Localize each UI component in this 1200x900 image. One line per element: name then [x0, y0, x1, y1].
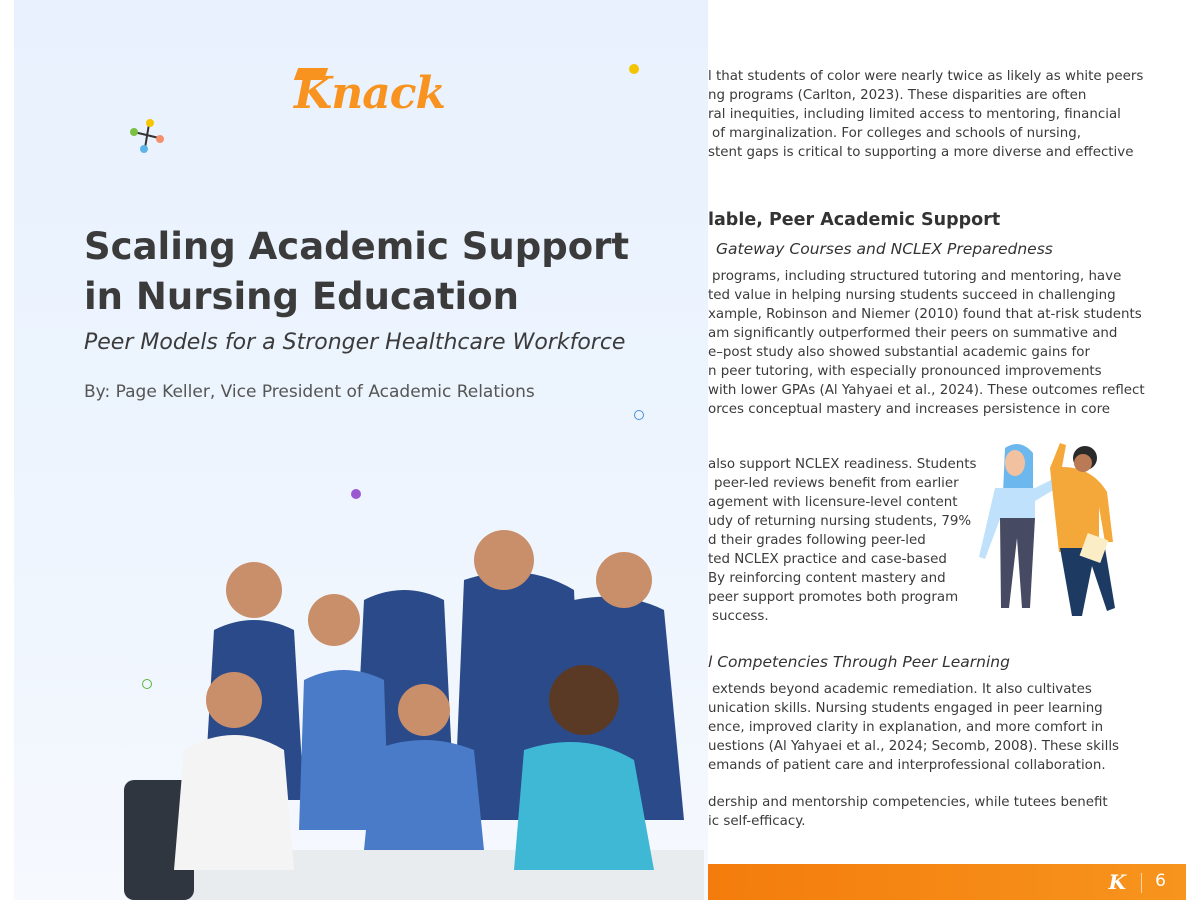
body-text-line: n peer tutoring, with especially pronounced improvements — [708, 364, 1102, 379]
byline: By: Page Keller, Vice President of Academic Relations — [84, 382, 535, 402]
decor-dot — [634, 410, 644, 420]
body-text-line: ral inequities, including limited access to mentoring, financial — [708, 107, 1121, 122]
body-text-line: stent gaps is critical to supporting a more diverse and effective — [708, 145, 1134, 160]
body-text-line: ted value in helping nursing students succeed in challenging — [708, 288, 1116, 303]
body-text-line: ic self-efficacy. — [708, 814, 806, 829]
body-text-line: programs, including structured tutoring and mentoring, have — [712, 269, 1122, 284]
page-number: 6 — [1155, 871, 1166, 891]
sparkle-icon — [129, 118, 169, 158]
section-subheading: Gateway Courses and NCLEX Preparedness — [716, 240, 1053, 258]
body-text-line: emands of patient care and interprofessional collaboration. — [708, 758, 1106, 773]
page-title: Scaling Academic Support in Nursing Education — [84, 225, 630, 318]
body-text-line: orces conceptual mastery and increases persistence in core — [708, 402, 1111, 417]
body-text-line: agement with licensure-level content — [708, 495, 958, 510]
body-text-line: d their grades following peer-led — [708, 533, 926, 548]
body-text-line: am significantly outperformed their peers on summative and — [708, 326, 1118, 341]
divider — [1141, 873, 1142, 893]
body-text-line: By reinforcing content mastery and — [708, 571, 946, 586]
body-text-line: ted NCLEX practice and case-based — [708, 552, 947, 567]
section-heading: lable, Peer Academic Support — [708, 210, 1001, 230]
nursing-students-photo — [104, 520, 708, 900]
body-text-line: success. — [712, 609, 769, 624]
body-text-line: peer support promotes both program — [708, 590, 959, 605]
section-subheading: l Competencies Through Peer Learning — [708, 653, 1010, 671]
body-text-line: peer-led reviews benefit from earlier — [714, 476, 959, 491]
body-text-line: xample, Robinson and Niemer (2010) found that at-risk students — [708, 307, 1142, 322]
body-text-line: with lower GPAs (Al Yahyaei et al., 2024). These outcomes reflect — [708, 383, 1145, 398]
subtitle: Peer Models for a Stronger Healthcare Workforce — [84, 330, 626, 355]
page-footer — [708, 864, 1186, 900]
body-text-line: udy of returning nursing students, 79% — [708, 514, 972, 529]
body-text-line: also support NCLEX readiness. Students — [708, 457, 977, 472]
article-body — [708, 0, 1186, 864]
body-text-line: dership and mentorship competencies, while tutees benefit — [708, 795, 1108, 810]
body-text-line: of marginalization. For colleges and schools of nursing, — [712, 126, 1082, 141]
body-text-line: ng programs (Carlton, 2023). These disparities are often — [708, 88, 1087, 103]
body-text-line: e–post study also showed substantial academic gains for — [708, 345, 1090, 360]
body-text-line: unication skills. Nursing students engaged in peer learning — [708, 701, 1103, 716]
body-text-line: ence, improved clarity in explanation, and more comfort in — [708, 720, 1104, 735]
body-text-line: uestions (Al Yahyaei et al., 2024; Secomb, 2008). These skills — [708, 739, 1120, 754]
high-five-illustration — [975, 438, 1120, 630]
decor-dot — [629, 64, 639, 74]
body-text-line: extends beyond academic remediation. It also cultivates — [712, 682, 1092, 697]
body-text-line: l that students of color were nearly twice as likely as white peers — [708, 69, 1144, 84]
cover-panel: Knack Scaling Academic Support in Nursing Education Peer Models for a Stronger Healthcare Workforce By: Page Keller, Vice President of Academic Relations — [14, 0, 708, 900]
knack-logo-icon: K — [1108, 870, 1126, 894]
decor-dot — [351, 489, 361, 499]
